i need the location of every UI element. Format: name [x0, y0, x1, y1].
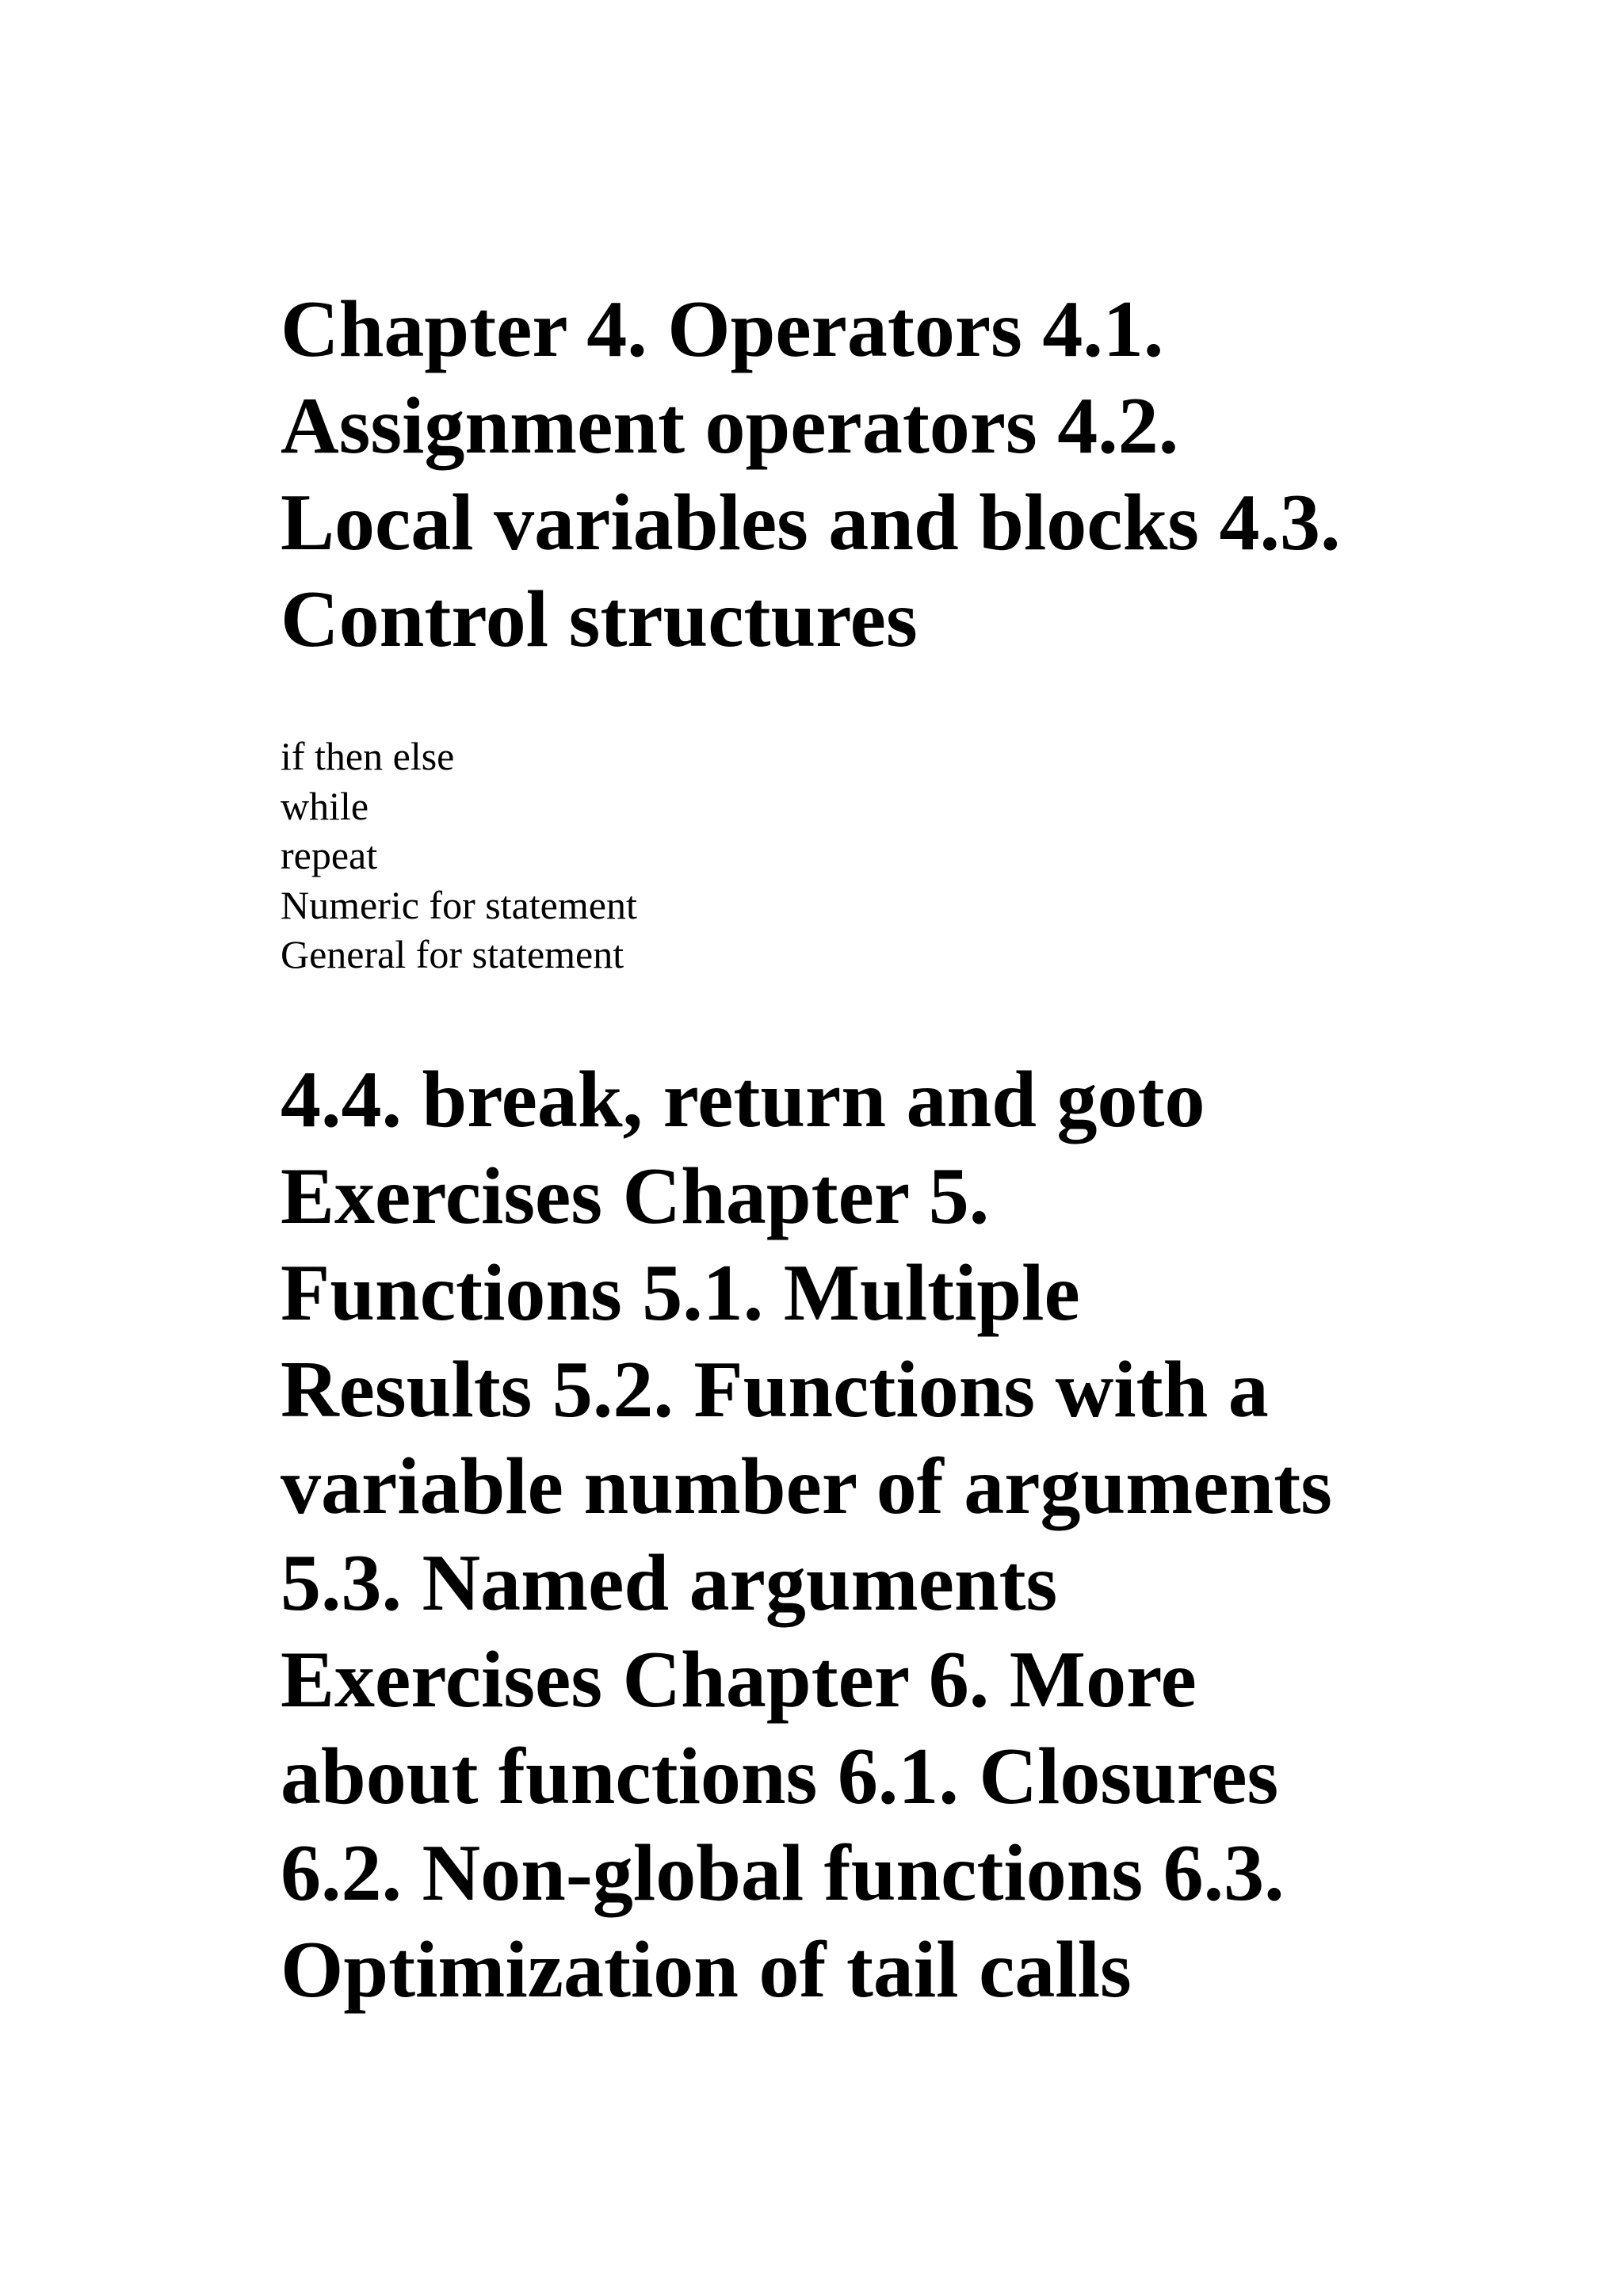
control-structures-list: [281, 732, 637, 980]
heading-line: Exercises Chapter 5.: [281, 1152, 990, 1241]
heading-line: Exercises Chapter 6. More: [281, 1635, 1197, 1725]
heading-line: 6.2. Non-global functions 6.3.: [281, 1828, 1285, 1918]
chapter-4-heading: [281, 281, 1469, 668]
heading-line: 4.4. break, return and goto: [281, 1055, 1205, 1144]
chapter-4-5-6-heading: [281, 1052, 1469, 2019]
heading-line: Chapter 4. Operators 4.1.: [281, 285, 1164, 374]
heading-line: 5.3. Named arguments: [281, 1538, 1058, 1628]
heading-line: Local variables and blocks 4.3.: [281, 478, 1341, 567]
heading-line: variable number of arguments: [281, 1442, 1332, 1531]
heading-line: Results 5.2. Functions with a: [281, 1345, 1269, 1435]
list-item: repeat: [281, 833, 378, 877]
heading-line: Assignment operators 4.2.: [281, 381, 1179, 471]
list-item: if then else: [281, 734, 455, 778]
list-item: while: [281, 783, 369, 828]
list-item: Numeric for statement: [281, 882, 637, 927]
heading-line: Control structures: [281, 575, 918, 664]
heading-line: Optimization of tail calls: [281, 1925, 1132, 2015]
heading-line: about functions 6.1. Closures: [281, 1732, 1279, 1821]
heading-line: Functions 5.1. Multiple: [281, 1248, 1080, 1338]
list-item: General for statement: [281, 932, 624, 976]
